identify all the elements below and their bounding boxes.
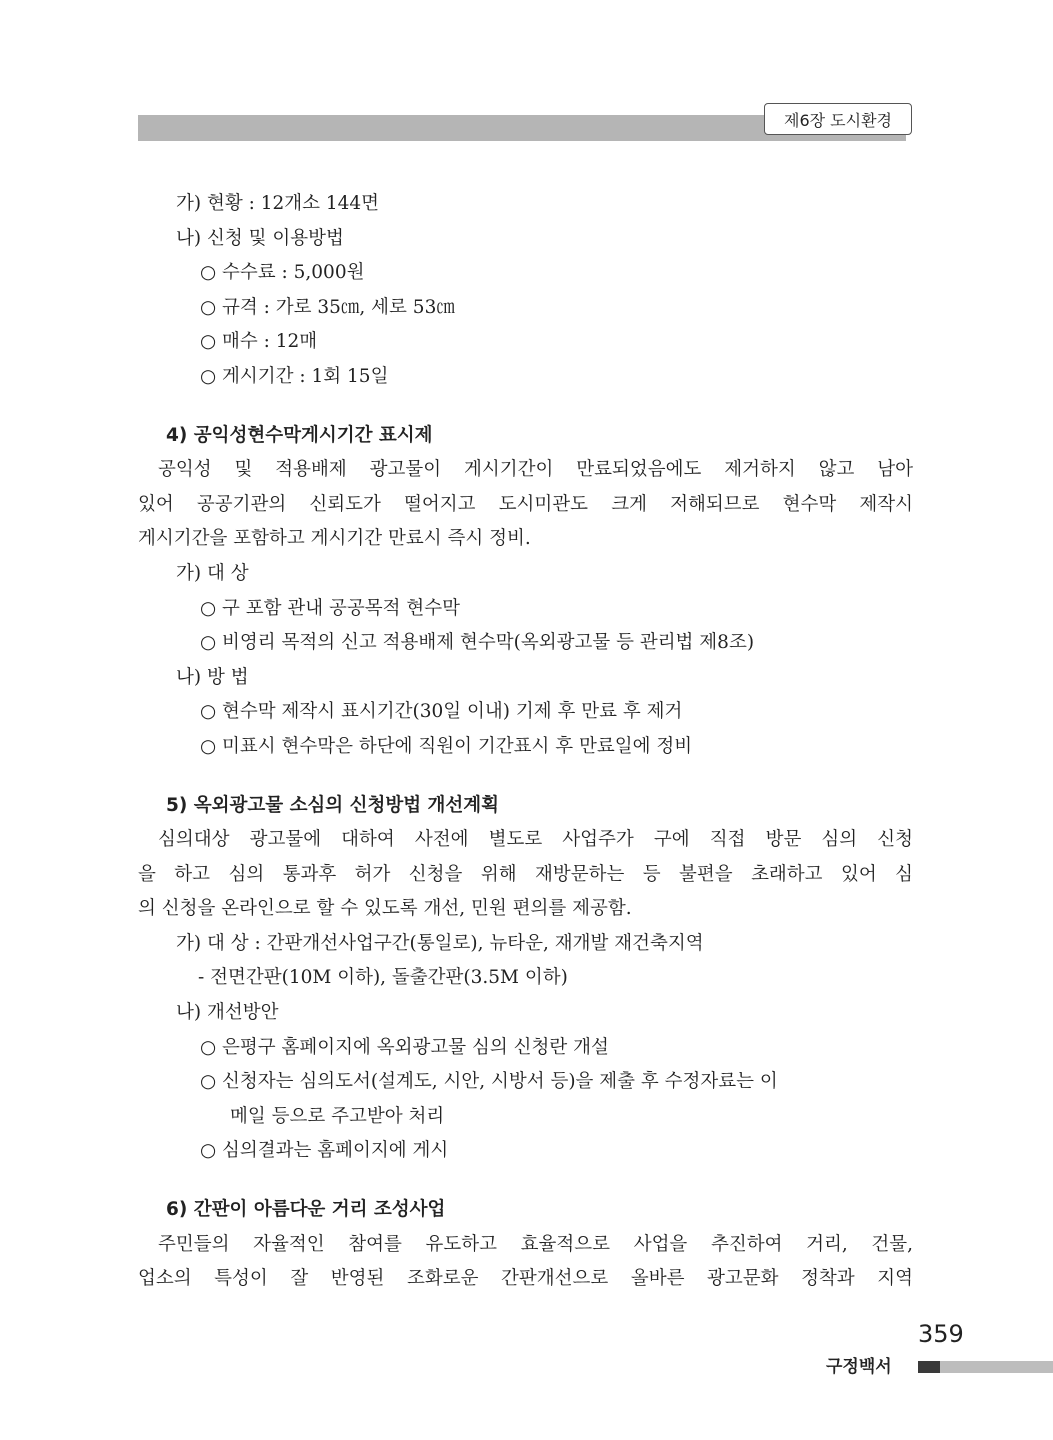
chapter-tab: 제6장 도시환경 bbox=[764, 103, 912, 135]
footer-bar-light bbox=[940, 1361, 1053, 1373]
bullet-item: ○ 현수막 제작시 표시기간(30일 이내) 기제 후 만료 후 제거 bbox=[200, 701, 683, 723]
bullet-item: ○ 구 포함 관내 공공목적 현수막 bbox=[200, 597, 460, 619]
bullet-item-continuation: 메일 등으로 주고받아 처리 bbox=[230, 1105, 445, 1127]
list-item: 나) 방 법 bbox=[176, 666, 249, 688]
footer-bar-dark bbox=[918, 1361, 940, 1373]
bullet-item: ○ 신청자는 심의도서(설계도, 시안, 시방서 등)을 제출 후 수정자료는 이 bbox=[200, 1071, 778, 1093]
bullet-item: ○ 심의결과는 홈페이지에 게시 bbox=[200, 1140, 449, 1162]
paragraph-line: 있어 공공기관의 신뢰도가 떨어지고 도시미관도 크게 저해되므로 현수막 제작시 bbox=[138, 493, 913, 515]
list-item: 가) 대 상 bbox=[176, 562, 249, 584]
list-item: 가) 현황 : 12개소 144면 bbox=[176, 193, 380, 214]
section-title-4: 4) 공익성현수막게시기간 표시제 bbox=[166, 424, 433, 446]
sub-item: - 전면간판(10M 이하), 돌출간판(3.5M 이하) bbox=[198, 967, 568, 989]
paragraph-line: 업소의 특성이 잘 반영된 조화로운 간판개선으로 올바른 광고문화 정착과 지역 bbox=[138, 1268, 913, 1290]
book-title: 구정백서 bbox=[826, 1357, 892, 1377]
bullet-item: ○ 게시기간 : 1회 15일 bbox=[200, 365, 389, 387]
section-5-paragraph bbox=[138, 823, 913, 927]
bullet-item: ○ 규격 : 가로 35㎝, 세로 53㎝ bbox=[200, 296, 455, 318]
bullet-item: ○ 은평구 홈페이지에 옥외광고물 심의 신청란 개설 bbox=[200, 1036, 609, 1058]
bullet-item: ○ 비영리 목적의 신고 적용배제 현수막(옥외광고물 등 관리법 제8조) bbox=[200, 632, 755, 654]
paragraph-line: 의 신청을 온라인으로 할 수 있도록 개선, 민원 편의를 제공함. bbox=[138, 898, 632, 920]
paragraph-line: 주민들의 자율적인 참여를 유도하고 효율적으로 사업을 추진하여 거리, 건물, bbox=[158, 1233, 913, 1255]
list-item: 나) 신청 및 이용방법 bbox=[176, 227, 344, 249]
section-title-6: 6) 간판이 아름다운 거리 조성사업 bbox=[166, 1199, 446, 1221]
bullet-item: ○ 미표시 현수막은 하단에 직원이 기간표시 후 만료일에 정비 bbox=[200, 735, 693, 757]
paragraph-line: 게시기간을 포함하고 게시기간 만료시 즉시 정비. bbox=[138, 528, 531, 550]
section-title-5: 5) 옥외광고물 소심의 신청방법 개선계획 bbox=[166, 794, 500, 816]
page-number: 359 bbox=[918, 1320, 964, 1348]
list-item: 나) 개선방안 bbox=[176, 1002, 279, 1024]
bullet-item: ○ 매수 : 12매 bbox=[200, 331, 318, 353]
section-4-paragraph bbox=[138, 453, 913, 557]
paragraph-line: 을 하고 심의 통과후 허가 신청을 위해 재방문하는 등 불편을 초래하고 있어 심 bbox=[138, 863, 913, 885]
section-6-paragraph bbox=[138, 1228, 913, 1297]
page-content bbox=[138, 187, 913, 1297]
paragraph-line: 심의대상 광고물에 대하여 사전에 별도로 사업주가 구에 직접 방문 심의 신청 bbox=[158, 829, 913, 851]
bullet-item: ○ 수수료 : 5,000원 bbox=[200, 262, 365, 284]
list-item: 가) 대 상 : 간판개선사업구간(통일로), 뉴타운, 재개발 재건축지역 bbox=[176, 932, 704, 954]
paragraph-line: 공익성 및 적용배제 광고물이 게시기간이 만료되었음에도 제거하지 않고 남아 bbox=[158, 459, 913, 481]
